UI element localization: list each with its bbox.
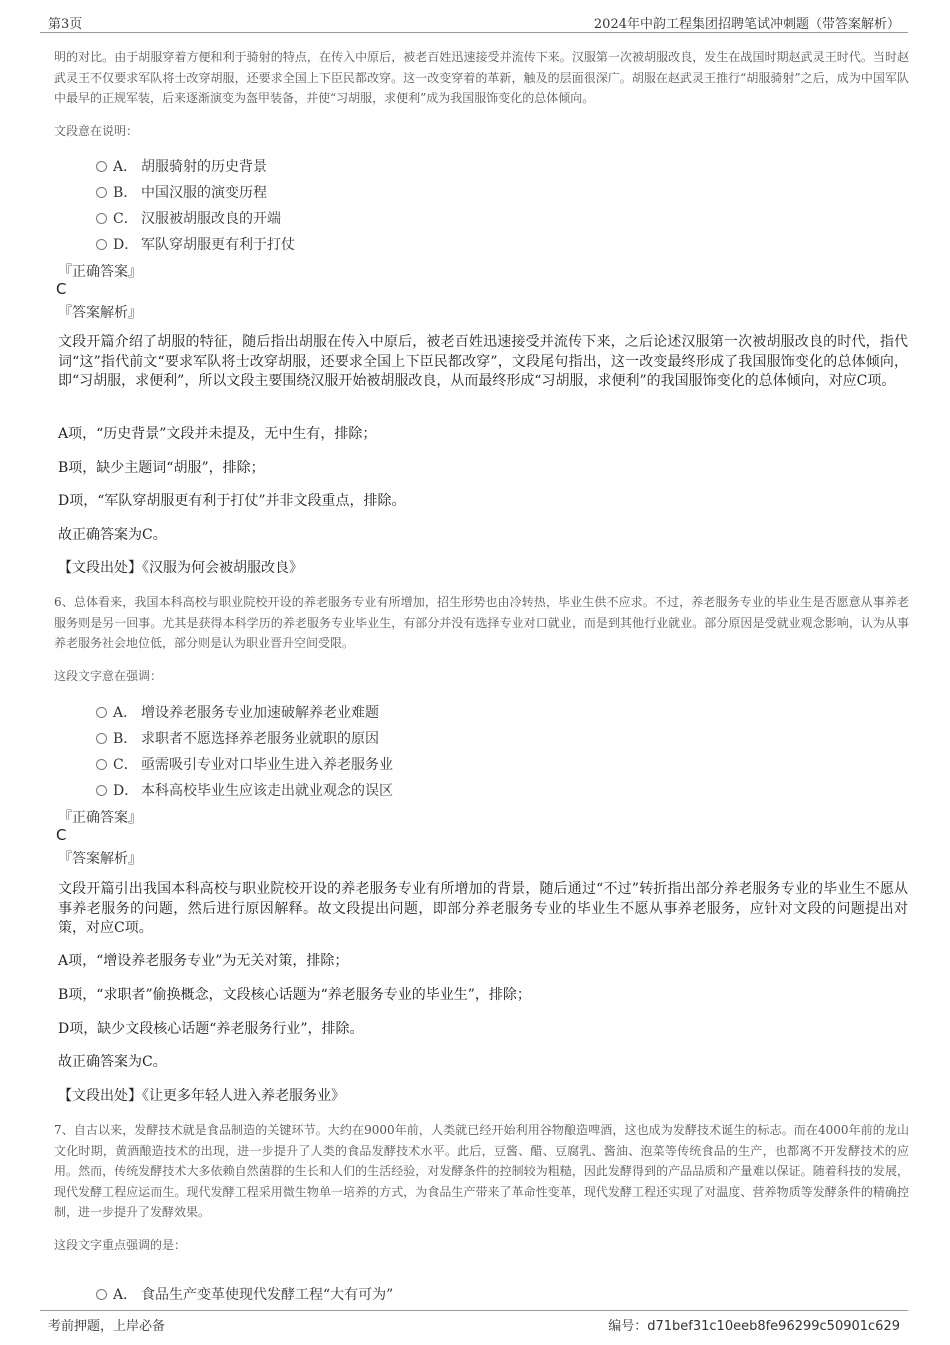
- q6-line-d: D项，缺少文段核心话题“养老服务行业”，排除。: [58, 1021, 364, 1037]
- q6-option-c[interactable]: C． 亟需吸引专业对口毕业生进入养老服务业: [96, 754, 393, 774]
- q6-answer-tag: 『正确答案』: [58, 810, 142, 826]
- q5-answer: C: [56, 280, 67, 298]
- q6-option-b[interactable]: B． 求职者不愿选择养老服务业就职的原因: [96, 728, 379, 748]
- document-title: 2024年中韵工程集团招聘笔试冲刺题（带答案解析）: [593, 17, 900, 32]
- q7-passage: 7、自古以来，发酵技术就是食品制造的关键环节。大约在9000年前，人类就已经开始利用谷物酿造啤酒，这也成为发酵技术诞生的标志。而在4000年前的龙山文化时期，黄酒酿造技术的出现，进一步提升了人类的食品发酵技术水平。此后，豆酱、醋、豆腐乳、酱油、泡菜等传统食品的生产，也都离不开发酵技术的应用。然而，传统发酵技术大多依赖自然菌群的生长和人们的生活经验，对发酵条件的控制较为粗糙，因此发酵得到的产品品质和产量难以保证。随着科技的发展，现代发酵工程应运而生。现代发酵工程采用微生物单一培养的方式，为食品生产带来了革命性变革，现代发酵工程还实现了对温度、营养物质等发酵条件的精确控制，进一步提升了发酵效果。: [54, 1123, 909, 1219]
- q6-option-a[interactable]: A． 增设养老服务专业加速破解养老业难题: [96, 702, 379, 722]
- q7-question: 这段文字重点强调的是：: [54, 1238, 187, 1252]
- q5-option-a[interactable]: A． 胡服骑射的历史背景: [96, 156, 267, 176]
- document-id: 编号：d71bef31c10eeb8fe96299c50901c629: [608, 1319, 900, 1334]
- q5-option-d[interactable]: D． 军队穿胡服更有利于打仗: [96, 234, 295, 254]
- q5-answer-tag: 『正确答案』: [58, 264, 142, 280]
- q5-analysis: 文段开篇介绍了胡服的特征，随后指出胡服在传入中原后，被老百姓迅速接受并流传下来，之后论述汉服第一次被胡服改良的时代，指代词“这”指代前文“要求军队将士改穿胡服，还要求全国上下臣民都改穿”，文段尾句指出，这一改变最终形成了我国服饰变化的总体倾向，即“习胡服，求便利”，所以文段主要围绕汉服开始被胡服改良，从而最终形成“习胡服，求便利”的我国服饰变化的总体倾向，对应C项。: [58, 334, 908, 389]
- q5-source: 【文段出处】《汉服为何会被胡服改良》: [58, 560, 303, 576]
- q6-line-b: B项，“求职者”偷换概念，文段核心话题为“养老服务专业的毕业生”，排除；: [58, 987, 531, 1003]
- q5-question: 文段意在说明：: [54, 124, 139, 138]
- page-footer: [40, 1310, 908, 1335]
- q7-option-a[interactable]: A． 食品生产变革使现代发酵工程“大有可为”: [96, 1284, 393, 1304]
- q5-line-a: A项，“历史背景”文段并未提及，无中生有，排除；: [58, 426, 377, 442]
- q5-conclusion: 故正确答案为C。: [58, 527, 167, 543]
- q5-option-b[interactable]: B． 中国汉服的演变历程: [96, 182, 267, 202]
- q6-line-a: A项，“增设养老服务专业”为无关对策，排除；: [58, 953, 349, 969]
- page-number: 第3页: [48, 17, 83, 32]
- q5-option-c[interactable]: C． 汉服被胡服改良的开端: [96, 208, 281, 228]
- q5-analysis-tag: 『答案解析』: [58, 305, 142, 321]
- q5-passage: 明的对比。由于胡服穿着方便和利于骑射的特点，在传入中原后，被老百姓迅速接受并流传下来。汉服第一次被胡服改良，发生在战国时期赵武灵王时代。当时赵武灵王不仅要求军队将士改穿胡服，还要求全国上下臣民都改穿。这一改变穿着的革新，触及的层面很深广。胡服在赵武灵王推行“胡服骑射”之后，成为中国军队中最早的正规军装，后来逐渐演变为盔甲装备，并使“习胡服，求便利”成为我国服饰变化的总体倾向。: [54, 50, 909, 105]
- radio-icon[interactable]: [96, 759, 107, 770]
- q6-analysis-tag: 『答案解析』: [58, 851, 142, 867]
- q5-line-d: D项，“军队穿胡服更有利于打仗”并非文段重点，排除。: [58, 493, 406, 509]
- q6-analysis: 文段开篇引出我国本科高校与职业院校开设的养老服务专业有所增加的背景，随后通过“不过”转折指出部分养老服务专业的毕业生不愿从事养老服务的问题，然后进行原因解释。故文段提出问题，即部分养老服务专业的毕业生不愿从事养老服务，应针对文段的问题提出对策，对应C项。: [58, 881, 908, 936]
- radio-icon[interactable]: [96, 213, 107, 224]
- radio-icon[interactable]: [96, 733, 107, 744]
- footer-slogan: 考前押题，上岸必备: [48, 1319, 166, 1334]
- radio-icon[interactable]: [96, 1289, 107, 1300]
- q6-passage: 6、总体看来，我国本科高校与职业院校开设的养老服务专业有所增加，招生形势也由冷转热，毕业生供不应求。不过，养老服务专业的毕业生是否愿意从事养老服务则是另一回事。尤其是获得本科学历的养老服务专业毕业生，有部分并没有选择专业对口就业，而是到其他行业就业。部分原因是受就业观念影响，认为从事养老服务社会地位低，部分则是认为职业晋升空间受限。: [54, 595, 909, 650]
- q5-line-b: B项，缺少主题词“胡服”，排除；: [58, 460, 265, 476]
- page-header: [40, 10, 908, 33]
- q6-conclusion: 故正确答案为C。: [58, 1054, 167, 1070]
- radio-icon[interactable]: [96, 707, 107, 718]
- q6-answer: C: [56, 826, 67, 844]
- q6-source: 【文段出处】《让更多年轻人进入养老服务业》: [58, 1088, 345, 1104]
- q6-question: 这段文字意在强调：: [54, 669, 163, 683]
- radio-icon[interactable]: [96, 785, 107, 796]
- q6-option-d[interactable]: D． 本科高校毕业生应该走出就业观念的误区: [96, 780, 393, 800]
- radio-icon[interactable]: [96, 239, 107, 250]
- radio-icon[interactable]: [96, 161, 107, 172]
- radio-icon[interactable]: [96, 187, 107, 198]
